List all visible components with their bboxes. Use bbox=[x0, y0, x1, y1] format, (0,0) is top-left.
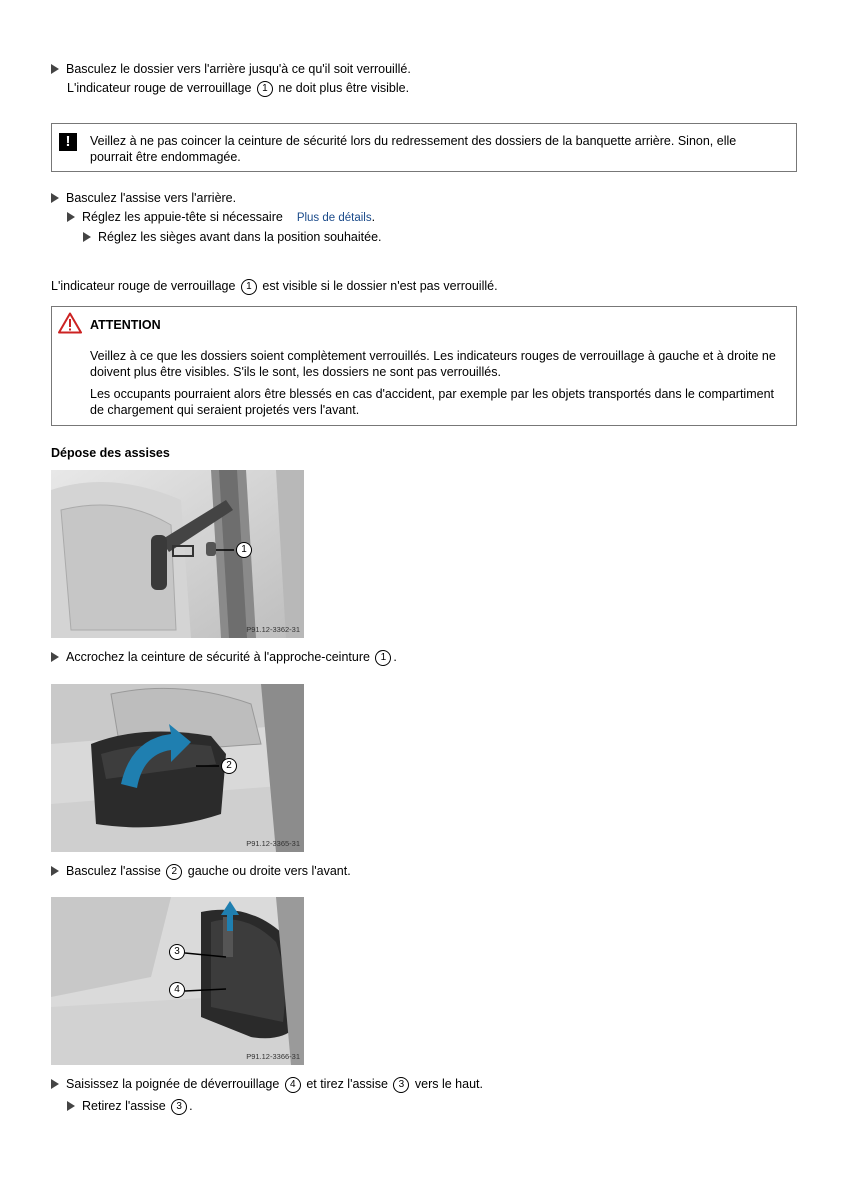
exclamation-icon: ! bbox=[59, 133, 77, 151]
notice-box bbox=[51, 123, 797, 172]
bullet-arrow-icon bbox=[51, 193, 59, 203]
more-details-link[interactable]: Plus de détails bbox=[296, 212, 372, 224]
bullet-arrow-icon bbox=[67, 1101, 75, 1111]
warning-triangle-icon bbox=[58, 312, 82, 334]
step-adjust-front-seats: Réglez les sièges avant dans la position souhaitée. bbox=[83, 229, 382, 245]
callout-4-icon: 4 bbox=[285, 1077, 301, 1093]
info-indicator-line: L'indicateur rouge de verrouillage 1 est visible si le dossier n'est pas verrouillé. bbox=[51, 279, 498, 293]
bullet-arrow-icon bbox=[51, 1079, 59, 1089]
step-adjust-headrests: Réglez les appuie-tête si nécessaire Plus de détails. bbox=[67, 209, 375, 226]
image-tilt-seat bbox=[51, 684, 304, 852]
callout-3-icon: 3 bbox=[393, 1077, 409, 1093]
callout-1-icon: 1 bbox=[236, 542, 252, 558]
callout-3-icon: 3 bbox=[169, 944, 185, 960]
image-seatbelt-guide bbox=[51, 470, 304, 638]
step-tilt-backrest: Basculez le dossier vers l'arrière jusqu'à ce qu'il soit verrouillé. bbox=[51, 61, 411, 77]
callout-4-icon: 4 bbox=[169, 982, 185, 998]
warning-title: ATTENTION bbox=[90, 318, 161, 332]
callout-1-icon: 1 bbox=[241, 279, 257, 295]
image-remove-seat bbox=[51, 897, 304, 1065]
warning-paragraph-2: Les occupants pourraient alors être blessés en cas d'accident, par exemple par les objets transportés dans le compartiment de chargement qui seraient projetés vers l'avant. bbox=[90, 387, 775, 418]
callout-1-icon: 1 bbox=[375, 650, 391, 666]
step-grab-release-handle: Saisissez la poignée de déverrouillage 4 et tirez l'assise 3 vers le haut. bbox=[51, 1076, 483, 1093]
step-indicator-note: L'indicateur rouge de verrouillage 1 ne doit plus être visible. bbox=[67, 81, 410, 95]
step-tilt-seat-forward: Basculez l'assise 2 gauche ou droite vers l'avant. bbox=[51, 863, 351, 880]
notice-text: Veillez à ne pas coincer la ceinture de sécurité lors du redressement des dossiers de la banquette arrière. Sinon, elle pourrait être endommagée. bbox=[90, 134, 737, 165]
image-code: P91.12-3366-31 bbox=[246, 1052, 300, 1062]
tilt-seat-illustration bbox=[51, 684, 304, 852]
warning-box bbox=[51, 306, 797, 426]
image-code: P91.12-3362-31 bbox=[246, 625, 300, 635]
step-hook-seatbelt: Accrochez la ceinture de sécurité à l'approche-ceinture 1 . bbox=[51, 649, 397, 666]
image-code: P91.12-3365-31 bbox=[246, 839, 300, 849]
bullet-arrow-icon bbox=[67, 212, 75, 222]
seatbelt-guide-illustration bbox=[51, 470, 304, 638]
callout-3-icon: 3 bbox=[171, 1099, 187, 1115]
section-heading: Dépose des assises bbox=[51, 446, 170, 460]
callout-1-icon: 1 bbox=[257, 81, 273, 97]
callout-2-icon: 2 bbox=[221, 758, 237, 774]
warning-paragraph-1: Veillez à ce que les dossiers soient complètement verrouillés. Les indicateurs rouges de verrouillage à gauche et à droite ne doivent plus être visibles. S'ils le sont, les dossiers ne sont pas verrouillés. bbox=[90, 349, 776, 380]
bullet-arrow-icon bbox=[51, 866, 59, 876]
step-remove-seat: Retirez l'assise 3 . bbox=[67, 1098, 193, 1115]
bullet-arrow-icon bbox=[51, 64, 59, 74]
callout-2-icon: 2 bbox=[166, 864, 182, 880]
bullet-arrow-icon bbox=[51, 652, 59, 662]
remove-seat-illustration bbox=[51, 897, 304, 1065]
bullet-arrow-icon bbox=[83, 232, 91, 242]
step-tilt-seat: Basculez l'assise vers l'arrière. bbox=[51, 190, 236, 206]
